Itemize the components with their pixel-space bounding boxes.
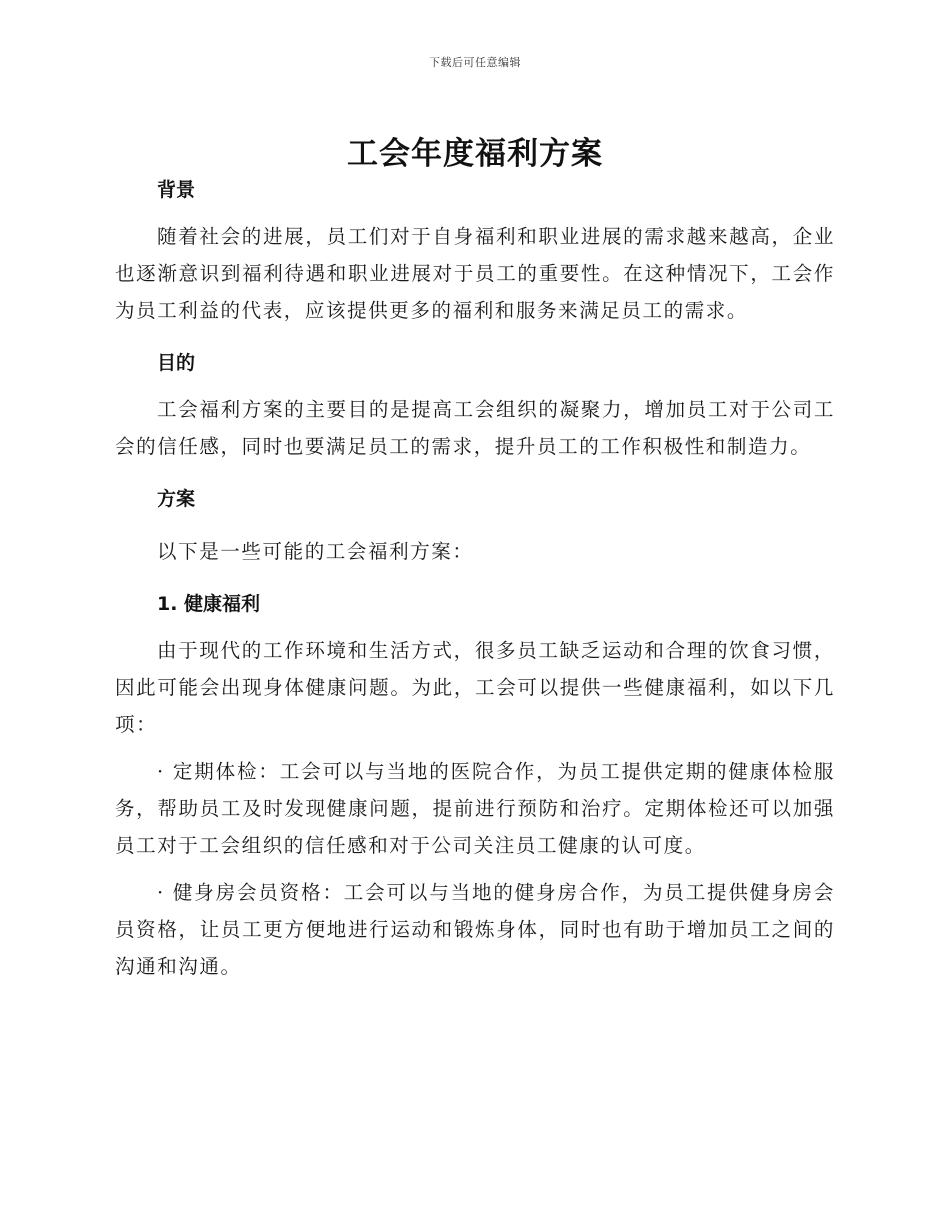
header-note: 下载后可任意编辑 [429,56,521,69]
document-body [115,172,835,985]
heading-background: 背景 [157,179,196,201]
paragraph-health-benefits: 由于现代的工作环境和生活方式，很多员工缺乏运动和合理的饮食习惯，因此可能会出现身体健康问题。为此，工会可以提供一些健康福利，如以下几项： [115,639,835,736]
bullet-regular-checkup: · 定期体检：工会可以与当地的医院合作，为员工提供定期的健康体检服务，帮助员工及时发现健康问题，提前进行预防和治疗。定期体检还可以加强员工对于工会组织的信任感和对于公司关注员工健康的认可度。 [115,760,835,857]
paragraph-purpose: 工会福利方案的主要目的是提高工会组织的凝聚力，增加员工对于公司工会的信任感，同时也要满足员工的需求，提升员工的工作积极性和制造力。 [115,398,835,458]
paragraph-background: 随着社会的进展，员工们对于自身福利和职业进展的需求越来越高，企业也逐渐意识到福利待遇和职业进展对于员工的重要性。在这种情况下，工会作为员工利益的代表，应该提供更多的福利和服务来满足员工的需求。 [115,225,835,322]
heading-purpose: 目的 [157,352,196,374]
heading-plan: 方案 [157,488,196,510]
document-title: 工会年度福利方案 [347,136,603,172]
paragraph-plan-intro: 以下是一些可能的工会福利方案： [157,540,474,563]
heading-health-benefits: 1. 健康福利 [157,593,261,615]
bullet-gym-membership: · 健身房会员资格：工会可以与当地的健身房合作，为员工提供健身房会员资格，让员工更方便地进行运动和锻炼身体，同时也有助于增加员工之间的沟通和沟通。 [115,881,835,978]
